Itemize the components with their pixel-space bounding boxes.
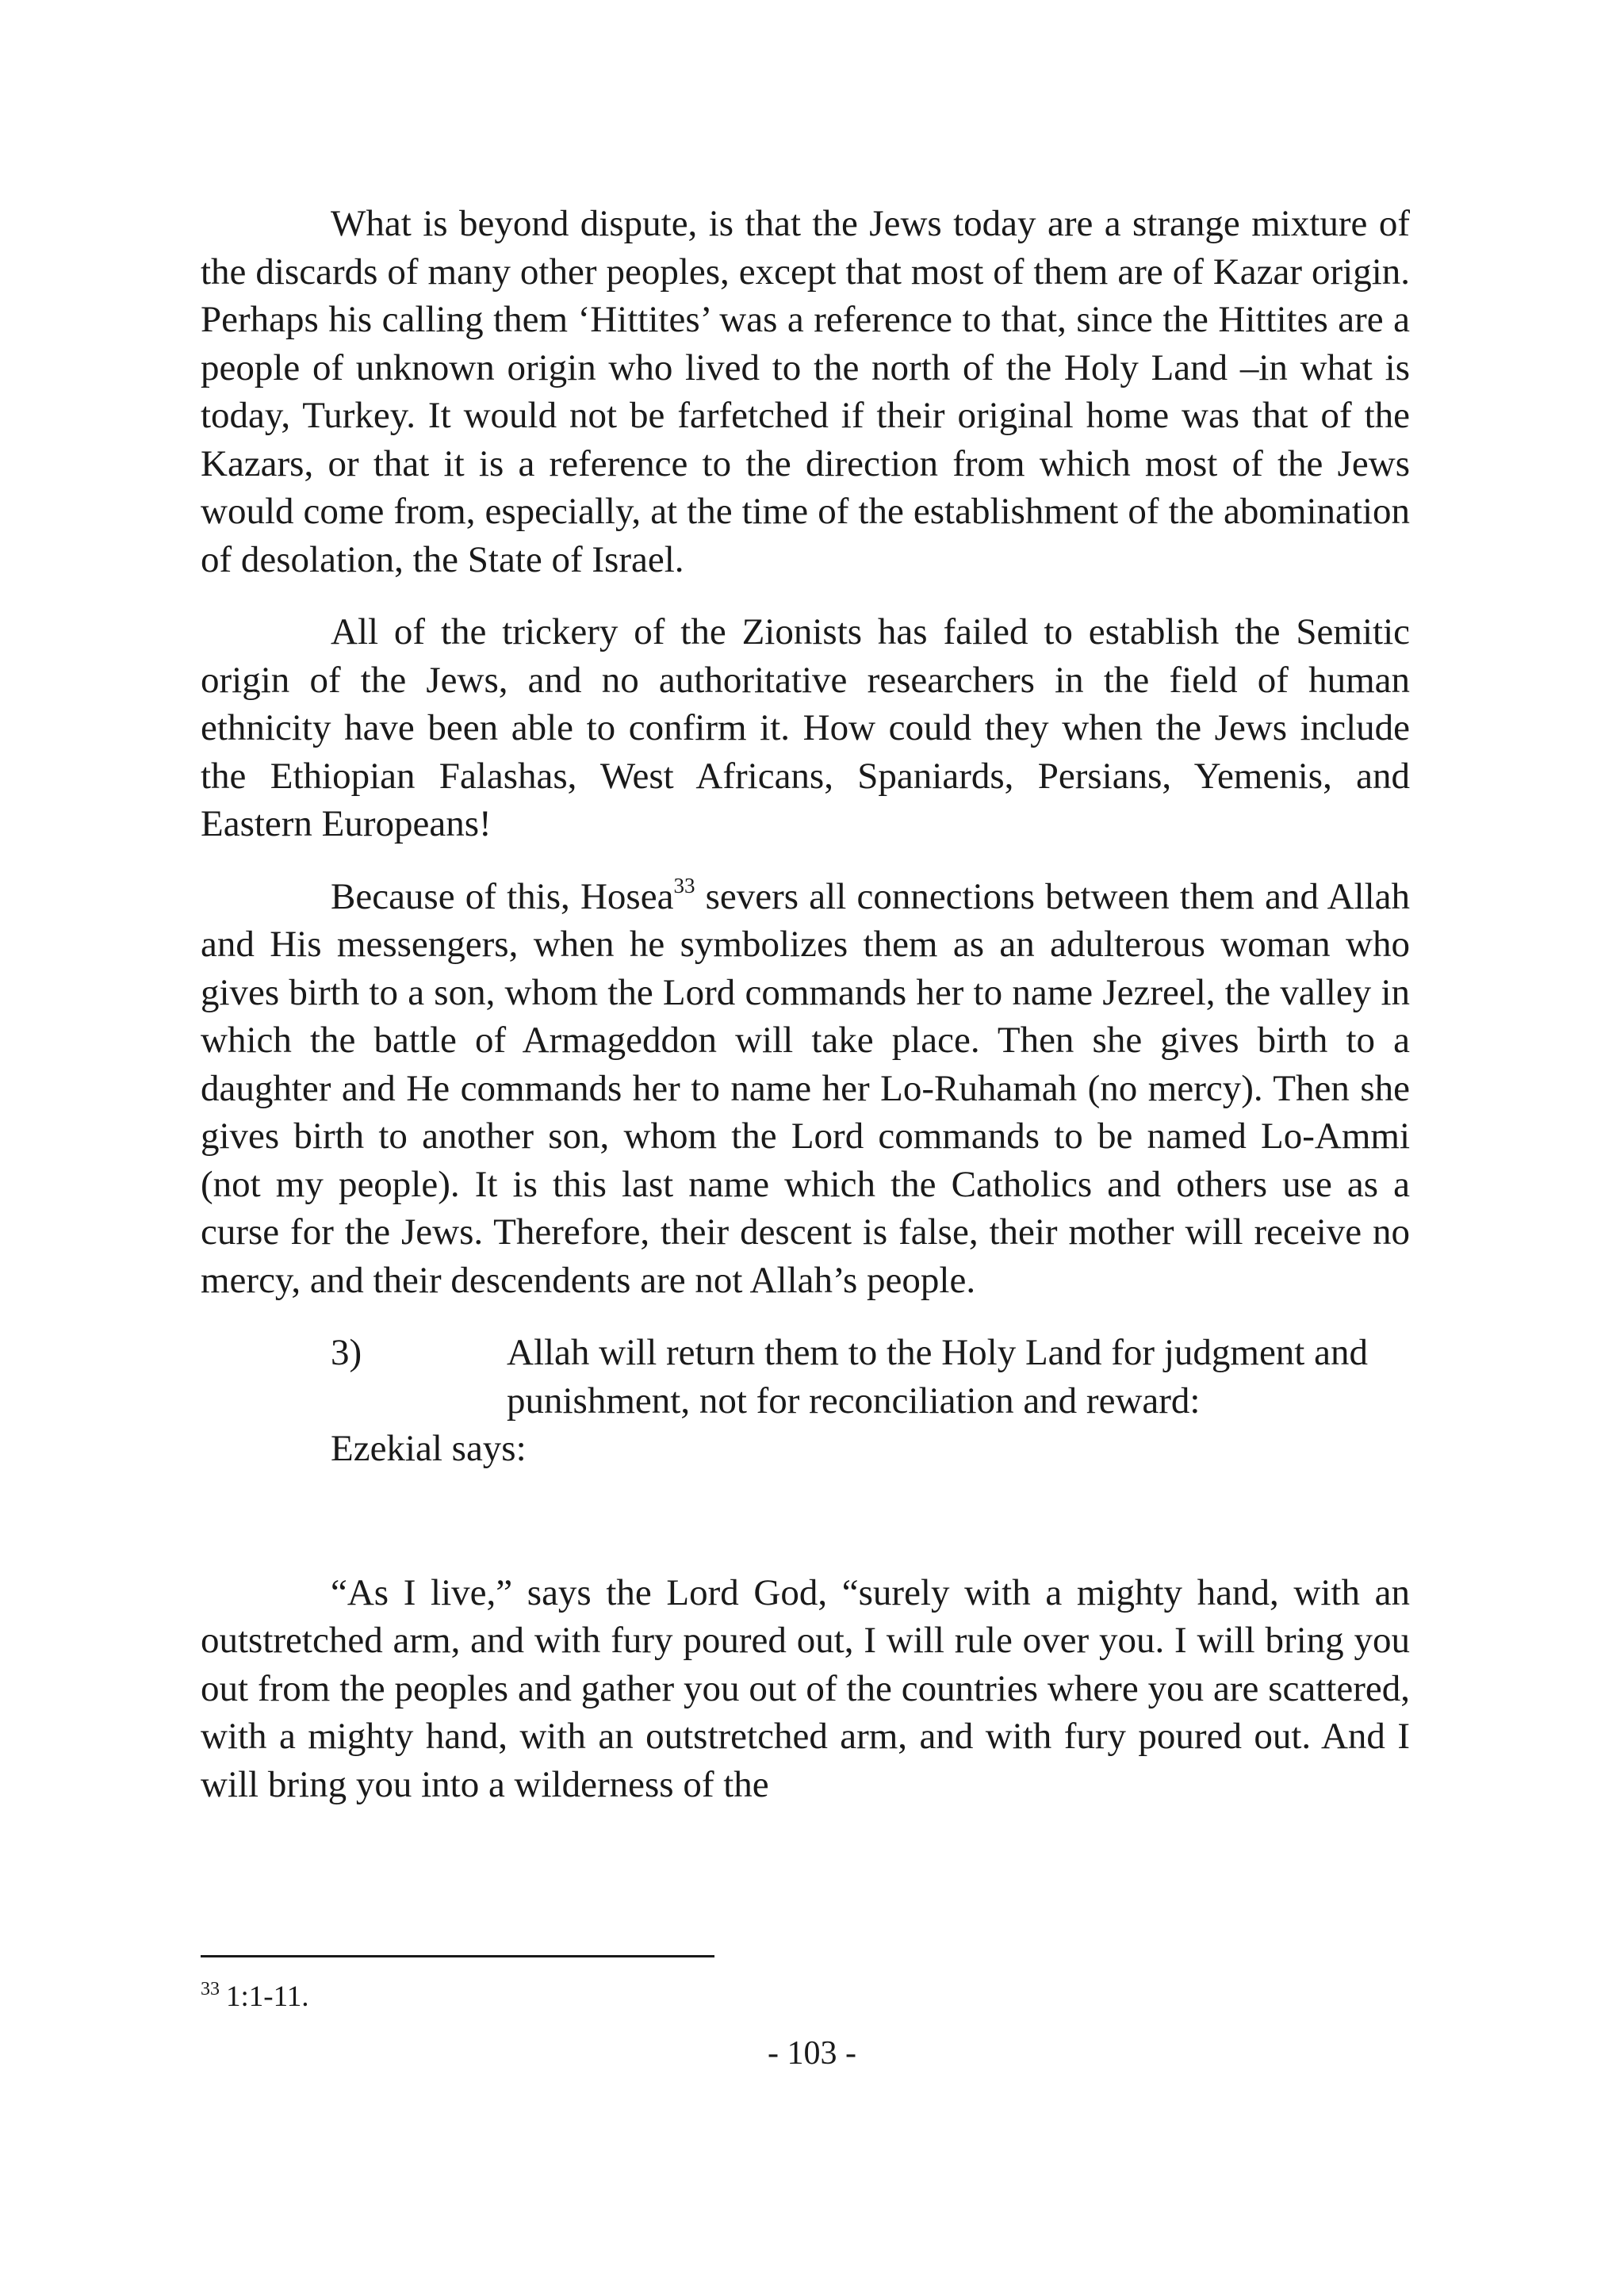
footnote [201, 1978, 308, 2016]
footnote-number: 33 [201, 1979, 220, 1999]
hosea-text-rest: severs all connections between them and Allah and His messengers, when he symbolizes them as an adulterous woman who gives birth to a son, whom the Lord commands her to name Jezreel, the valley in which the battle of Armageddon will take place. Then she gives birth to a daughter and He commands her to name her Lo-Ruhamah (no mercy). Then she gives birth to another son, whom the Lord commands to be named Lo-Ammi (not my people). It is this last name which the Catholics and others use as a curse for the Jews. Therefore, their descent is false, their mother will receive no mercy, and their descendents are not Allah’s people. [201, 875, 1410, 1301]
spacer [201, 1473, 1410, 1569]
point-heading: Allah will return them to the Holy Land for judgment and punishment, not for reconciliation and reward: [507, 1332, 1368, 1422]
body-text [201, 200, 1410, 1808]
point-number: 3) [331, 1332, 362, 1373]
paragraph-semitic-origin: All of the trickery of the Zionists has failed to establish the Semitic origin of the Jews, and no authoritative researchers in the field of human ethnicity have been able to confirm it. How could they when the Jews include the Ethiopian Falashas, West Africans, Spaniards, Persians, Yemenis, and Eastern Europeans! [201, 611, 1410, 844]
paragraph-hosea [201, 873, 1410, 1305]
numbered-point [201, 1329, 1410, 1425]
footnote-text: 1:1-11. [226, 1980, 309, 2013]
paragraph-kazar-origin: What is beyond dispute, is that the Jews today are a strange mixture of the discards of many other peoples, except that most of them are of Kazar origin. Perhaps his calling them ‘Hittites’ was a reference to that, since the Hittites are a people of unknown origin who lived to the north of the Holy Land –in what is today, Turkey. It would not be farfetched if their original home was that of the Kazars, or that it is a reference to the direction from which most of the Jews would come from, especially, at the time of the establishment of the abomination of desolation, the State of Israel. [201, 203, 1410, 580]
ezekial-intro: Ezekial says: [331, 1428, 527, 1469]
page-number: - 103 - [768, 2035, 856, 2072]
hosea-text-start: Because of this, Hosea [331, 875, 674, 917]
footnote-reference[interactable]: 33 [673, 873, 695, 897]
footnote-divider [201, 1955, 714, 1957]
ezekiel-quote: “As I live,” says the Lord God, “surely with a mighty hand, with an outstretched arm, and with fury poured out, I will rule over you. I will bring you out from the peoples and gather you out of the countries where you are scattered, with a mighty hand, with an outstretched arm, and with fury poured out. And I will bring you into a wilderness of the [201, 1571, 1410, 1805]
